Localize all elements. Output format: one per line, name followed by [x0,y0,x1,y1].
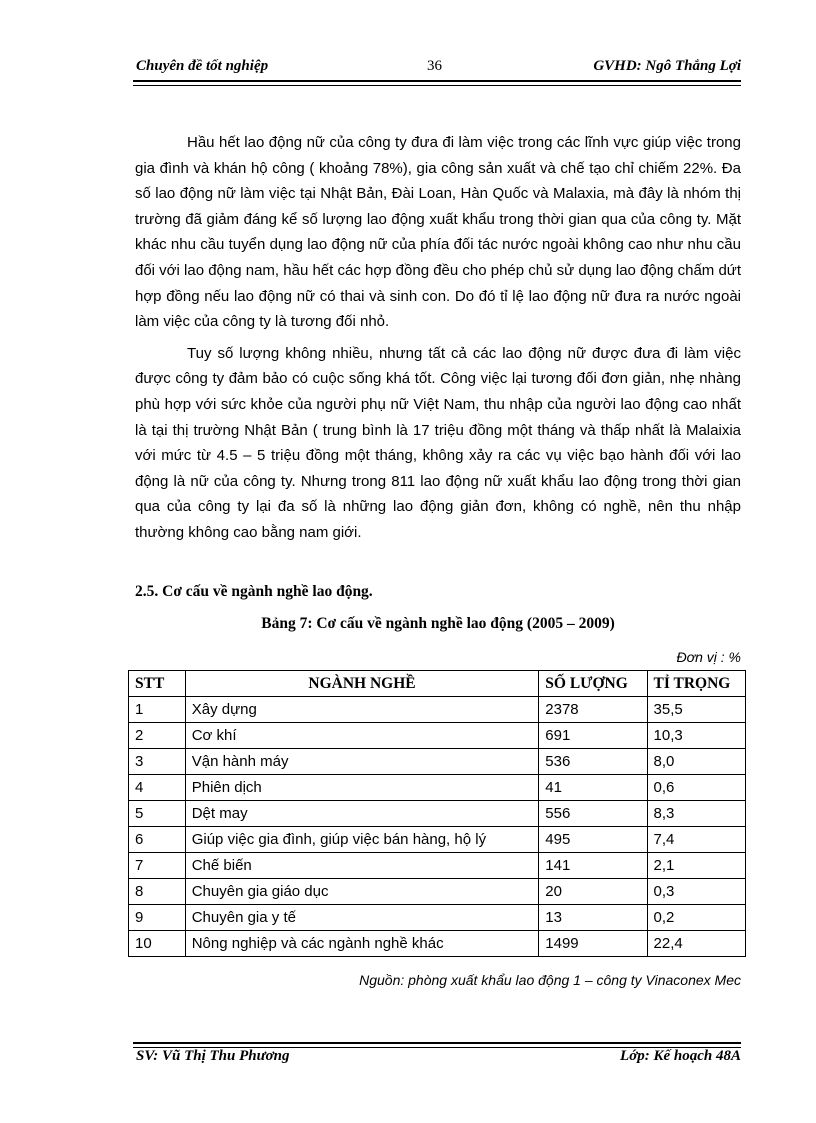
table-row [129,905,746,931]
header-quantity: SỐ LƯỢNG [539,671,647,697]
cell-stt: 7 [129,853,186,879]
cell-occupation: Chế biến [185,853,539,879]
cell-occupation: Cơ khí [185,723,539,749]
cell-stt: 4 [129,775,186,801]
cell-quantity: 41 [539,775,647,801]
cell-occupation: Giúp việc gia đình, giúp việc bán hàng, hộ lý [185,827,539,853]
table-row [129,879,746,905]
page-number: 36 [427,58,442,74]
cell-quantity: 13 [539,905,647,931]
cell-stt: 1 [129,697,186,723]
cell-ratio: 8,0 [647,749,745,775]
cell-ratio: 22,4 [647,931,745,957]
cell-quantity: 536 [539,749,647,775]
cell-ratio: 35,5 [647,697,745,723]
cell-occupation: Nông nghiệp và các ngành nghề khác [185,931,539,957]
paragraph-1: Hầu hết lao động nữ của công ty đưa đi làm việc trong các lĩnh vực giúp việc trong gia đình và khán hộ công ( khoảng 78%), gia công sản xuất và chế tạo chỉ chiếm 22%. Đa số lao động nữ làm việc tại Nhật Bản, Đài Loan, Hàn Quốc và Malaxia, mà đây là nhóm thị trường đã giảm đáng kể số lượng lao động xuất khẩu trong thời gian qua của công ty. Mặt khác nhu cầu tuyển dụng lao động nữ của phía đối tác nước ngoài không cao như nhu cầu đối với lao động nam, hầu hết các hợp đồng đều cho phép chủ sử dụng lao động chấm dứt hợp đồng nếu lao động nữ có thai và sinh con. Do đó tỉ lệ lao động nữ đưa ra nước ngoài làm việc của công ty là tương đối nhỏ. [135,134,742,331]
table-header-row [129,671,746,697]
cell-ratio: 2,1 [647,853,745,879]
footer-class: Lớp: Kế hoạch 48A [620,1048,741,1064]
header-stt: STT [129,671,186,697]
cell-quantity: 1499 [539,931,647,957]
header-supervisor: GVHD: Ngô Thắng Lợi [593,58,741,74]
table-row [129,931,746,957]
cell-stt: 8 [129,879,186,905]
cell-ratio: 8,3 [647,801,745,827]
cell-ratio: 10,3 [647,723,745,749]
unit-label: Đơn vị : % [676,649,741,665]
cell-stt: 10 [129,931,186,957]
cell-occupation: Phiên dịch [185,775,539,801]
table-row [129,749,746,775]
table-caption: Bảng 7: Cơ cấu về ngành nghề lao động (2005 – 2009) [261,615,615,632]
cell-occupation: Xây dựng [185,697,539,723]
occupation-table [128,670,746,957]
cell-ratio: 0,6 [647,775,745,801]
cell-quantity: 691 [539,723,647,749]
table-row [129,723,746,749]
table-row [129,853,746,879]
page-header [133,58,741,82]
header-divider [133,80,741,86]
header-thesis-title: Chuyên đề tốt nghiệp [136,58,269,74]
header-ratio: TỈ TRỌNG [647,671,745,697]
cell-quantity: 20 [539,879,647,905]
footer-student: SV: Vũ Thị Thu Phương [136,1048,290,1064]
cell-quantity: 495 [539,827,647,853]
header-occupation: NGÀNH NGHỀ [185,671,539,697]
paragraph-2: Tuy số lượng không nhiều, nhưng tất cả các lao động nữ được đưa đi làm việc được công ty đảm bảo có cuộc sống khá tốt. Công việc lại tương đối đơn giản, nhẹ nhàng phù hợp với sức khỏe của người phụ nữ Việt Nam, thu nhập của người lao động cao nhất là tại thị trường Nhật Bản ( trung bình là 17 triệu đồng một tháng và thấp nhất là Malaixia với mức từ 4.5 – 5 triệu đồng một tháng, không xảy ra các vụ việc bạo hành đối với lao động là nữ của công ty. Nhưng trong 811 lao động nữ xuất khẩu lao động trong thời gian qua của công ty lại đa số là những lao động giản đơn, không có nghề, nên thu nhập thường không cao bằng nam giới. [135,344,741,541]
cell-ratio: 0,2 [647,905,745,931]
table-row [129,801,746,827]
cell-ratio: 0,3 [647,879,745,905]
page-footer [133,1048,741,1070]
cell-stt: 2 [129,723,186,749]
cell-occupation: Chuyên gia giáo dục [185,879,539,905]
cell-stt: 6 [129,827,186,853]
cell-stt: 3 [129,749,186,775]
cell-quantity: 2378 [539,697,647,723]
cell-quantity: 141 [539,853,647,879]
table-row [129,697,746,723]
cell-occupation: Vận hành máy [185,749,539,775]
cell-quantity: 556 [539,801,647,827]
cell-stt: 9 [129,905,186,931]
table-row [129,827,746,853]
table-source: Nguồn: phòng xuất khẩu lao động 1 – công ty Vinaconex Mec [359,972,741,988]
cell-ratio: 7,4 [647,827,745,853]
section-heading: 2.5. Cơ cấu về ngành nghề lao động. [135,583,373,600]
cell-occupation: Chuyên gia y tế [185,905,539,931]
cell-stt: 5 [129,801,186,827]
cell-occupation: Dệt may [185,801,539,827]
body-text [135,130,741,552]
table-row [129,775,746,801]
